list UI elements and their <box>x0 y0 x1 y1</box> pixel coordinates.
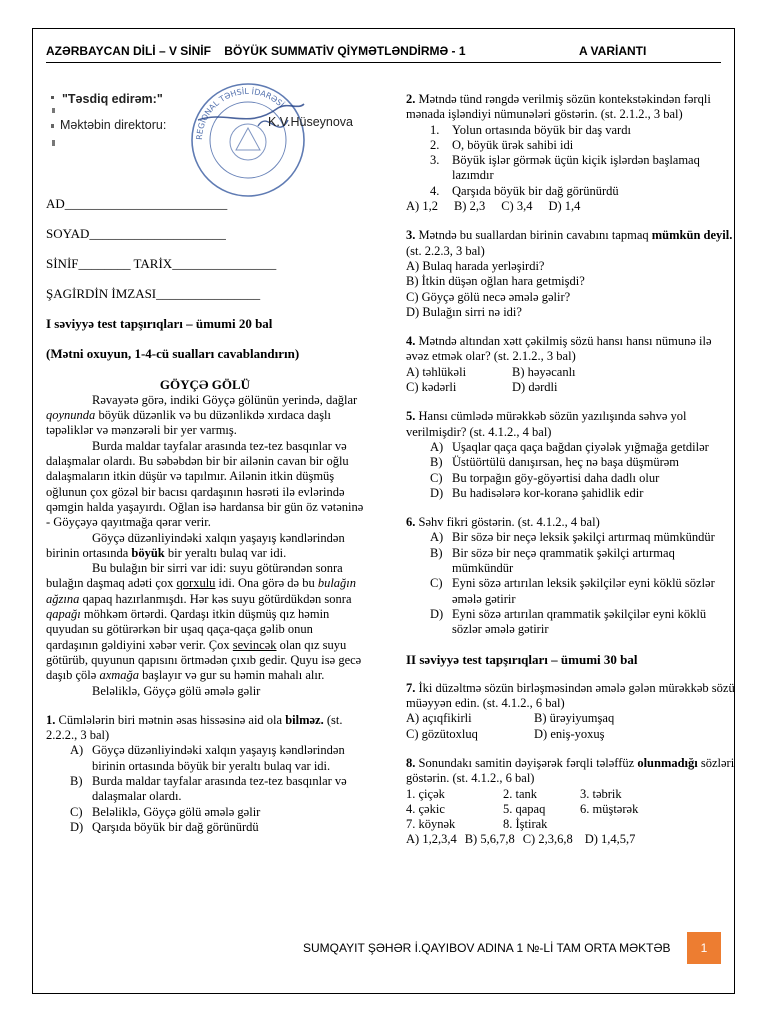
header-variant: A VARİANTI <box>579 44 647 58</box>
q8-words-row-3 <box>406 817 736 832</box>
question-1 <box>46 713 364 835</box>
q8-word-1: 1. çiçək <box>406 786 445 801</box>
q8-word-5: 5. qapaq <box>503 801 546 816</box>
question-1-prompt: 1. Cümlələrin biri mətnin əsas hissəsinə aid ola bilməz. (st. 2.2.2., 3 bal) <box>46 712 343 743</box>
q3-option-d[interactable]: D) Bulağın sirri nə idi? <box>406 304 522 319</box>
q8-answer-b[interactable]: B) 5,6,7,8 <box>464 832 515 847</box>
header-title: AZƏRBAYCAN DİLİ – V SİNİF BÖYÜK SUMMATİV QİYMƏTLƏNDİRMƏ - 1 <box>46 44 466 58</box>
question-2 <box>406 92 736 214</box>
question-3-prompt: 3. Mətndə bu suallardan birinin cavabını tapmaq mümkün deyil. (st. 2.2.3, 3 bal) <box>406 228 733 258</box>
svg-text:REGIONAL TƏHSİL İDARƏSİ <box>195 86 287 140</box>
q2-answer-a[interactable]: A) 1,2 <box>406 199 438 214</box>
q8-word-2: 2. tank <box>503 786 538 801</box>
director-name: K.V.Hüseynova <box>268 115 354 129</box>
student-fields <box>46 196 364 301</box>
scan-marks <box>50 94 58 154</box>
q2-item-4: 4. Qarşıda böyük bir dağ görünürdü <box>430 183 619 198</box>
question-4 <box>406 334 736 395</box>
question-6-prompt: 6. Səhv fikri göstərin. (st. 4.1.2., 4 bal) <box>406 515 600 530</box>
text-paragraph-1: Rəvayətə görə, indiki Göyçə gölünün yerində, dağlar qoynunda böyük düzənlik və bu düzənlikdə xırdaca daşlı təpəliklər və mənzərəli bir yer varmış. <box>46 392 358 438</box>
q1-option-c[interactable]: C) Beləliklə, Göyçə gölü əmələ gəlir <box>70 804 261 819</box>
q7-option-b[interactable]: B) ürəyiyumşaq <box>534 711 615 726</box>
q1-option-a[interactable]: A) Göyçə düzənliyindəki xalqın yaşayış kəndlərindən birinin ortasında böyük bir yeraltı bulaq var idi. <box>70 743 345 773</box>
name-field[interactable]: AD_________________________ <box>46 196 228 211</box>
q2-answer-d[interactable]: D) 1,4 <box>548 199 581 214</box>
q8-word-4: 4. çəkic <box>406 801 445 816</box>
q8-word-7: 7. köynək <box>406 817 456 832</box>
text-paragraph-2: Burda maldar tayfalar arasında tez-tez basqınlar və dalaşmalar olardı. Bu səbəbdən bir bir ailənin cavan bir oğlu dalaşmaların itkin düşür və tapılmır. Ailənin itkin düşmüş oğlunun çox gözəl bir bacısı qardaşının həsrəti ilə evlərində qəmgin halda yaşayırdı. Oğlan isə hardansa bir gün öz vətəninə - Göyçəyə qayıtmağa qərar verir. <box>46 438 364 530</box>
section-2-heading: II səviyyə test tapşırıqları – ümumi 30 bal <box>406 651 638 667</box>
q7-option-a[interactable]: A) açıqfikirli <box>406 711 472 726</box>
q4-option-a[interactable]: A) təhlükəli <box>406 364 467 379</box>
q6-option-d[interactable]: D) Eyni sözə artırılan qrammatik şəkilçilər eyni köklü sözlər əmələ gətirir <box>430 606 707 637</box>
question-7-prompt: 7. İki düzəltmə sözün birləşməsindən əmələ gələn mürəkkəb sözü müəyyən edin. (st. 4.1.2., 6 bal) <box>406 680 735 711</box>
question-8 <box>406 756 736 848</box>
q7-options-row-2 <box>406 727 736 742</box>
class-date-field[interactable]: SİNİF________ TARİX________________ <box>46 256 277 271</box>
text-paragraph-3: Göyçə düzənliyindəki xalqın yaşayış kəndlərindən birinin ortasında böyük bir yeraltı bulaq var idi. <box>46 530 345 560</box>
question-4-prompt: 4. Mətndə altından xətt çəkilmiş sözü hansı hansı nümunə ilə əvəz etmək olar? (st. 2.1.2., 3 bal) <box>406 334 712 364</box>
q4-option-b[interactable]: B) həyəcanlı <box>512 364 576 379</box>
q5-option-a[interactable]: A) Uşaqlar qaça qaça bağdan çiyələk yığmağa getdilər <box>430 439 709 454</box>
q4-option-c[interactable]: C) kədərli <box>406 380 457 395</box>
q8-answer-d[interactable]: D) 1,4,5,7 <box>584 832 636 847</box>
approval-text: "Təsdiq edirəm:" <box>62 92 163 106</box>
q8-answers <box>406 832 736 847</box>
text-paragraph-4: Bu bulağın bir sirri var idi: suyu götürəndən sonra bulağın daşmaq adəti çox qorxulu idi. Ona görə də bu bulağın ağzına qapaq hazırlanmışdı. Hər kəs suyu götürdükdən sonra qapağı möhkəm örtərdi. Qardaşı itkin düşmüş qız həmin quyudan su götürərkən bir uşaq qaça-qaça gəlib onun qardaşının gəldiyini xəbər verir. Çox sevincək olan qız suyu götürüb, quyunun qapısını örtmədən çıxıb gedir. Quyu isə gecə daşıb çölə axmağa başlayır və gur su həmin mahalı alır. <box>46 561 362 683</box>
footer-school: SUMQAYIT ŞƏHƏR İ.QAYIBOV ADINA 1 №-Lİ TAM ORTA MƏKTƏB <box>303 941 671 955</box>
q4-options-row-2 <box>406 380 736 395</box>
q3-option-b[interactable]: B) İtkin düşən oğlan hara getmişdi? <box>406 274 585 289</box>
q4-options-row-1 <box>406 365 736 380</box>
director-label: Məktəbin direktoru: <box>60 118 167 132</box>
question-5 <box>406 409 736 501</box>
q1-option-b[interactable]: B) Burda maldar tayfalar arasında tez-tez basqınlar və dalaşmalar olardı. <box>70 774 347 804</box>
text-title: GÖYÇƏ GÖLÜ <box>159 376 251 392</box>
q4-option-d[interactable]: D) dərdli <box>512 380 558 395</box>
question-5-prompt: 5. Hansı cümlədə mürəkkəb sözün yazılışında səhvə yol verilmişdir? (st. 4.1.2., 4 bal) <box>406 409 687 439</box>
signature-field[interactable]: ŞAGİRDİN İMZASI________________ <box>46 286 261 301</box>
left-column <box>46 88 364 835</box>
q3-option-c[interactable]: C) Göyçə gölü necə əmələ gəlir? <box>406 289 571 304</box>
q2-item-3: 3. Böyük işlər görmək üçün kiçik işlərdən başlamaq lazımdır <box>430 153 700 183</box>
q8-answer-a[interactable]: A) 1,2,3,4 <box>406 832 457 847</box>
q8-words-row-1 <box>406 787 736 802</box>
q8-word-6: 6. müştərək <box>580 801 639 816</box>
q7-option-c[interactable]: C) gözütoxluq <box>406 726 478 741</box>
q7-options-row-1 <box>406 711 736 726</box>
q6-option-c[interactable]: C) Eyni sözə artırılan leksik şəkilçilər eyni köklü sözlər əmələ gətirir <box>430 576 715 606</box>
official-seal-icon <box>188 80 308 200</box>
question-7 <box>406 681 736 742</box>
q8-answer-c[interactable]: C) 2,3,6,8 <box>522 832 573 847</box>
q6-option-a[interactable]: A) Bir sözə bir neçə leksik şəkilçi artırmaq mümkündür <box>430 530 715 545</box>
text-paragraph-5: Beləliklə, Göyçə gölü əmələ gəlir <box>92 683 261 698</box>
q2-answer-c[interactable]: C) 3,4 <box>501 199 533 214</box>
q8-word-8: 8. İştirak <box>503 817 548 832</box>
q2-answer-b[interactable]: B) 2,3 <box>453 199 486 214</box>
q2-item-1: 1. Yolun ortasında böyük bir daş vardı <box>430 122 631 137</box>
question-3 <box>406 228 736 320</box>
page-number: 1 <box>687 932 721 964</box>
q5-option-b[interactable]: B) Üstüörtülü danışırsan, heç nə başa düşmürəm <box>430 455 680 470</box>
q6-option-b[interactable]: B) Bir sözə bir neçə qrammatik şəkilçi artırmaq mümkündür <box>430 545 675 576</box>
section-1-heading: I səviyyə test tapşırıqları – ümumi 20 bal <box>46 316 273 331</box>
right-column <box>406 92 736 848</box>
seal-text: REGIONAL TƏHSİL İDARƏSİ <box>194 86 286 141</box>
q2-item-2: 2. O, böyük ürək sahibi idi <box>430 137 574 152</box>
q1-option-d[interactable]: D) Qarşıda böyük bir dağ görünürdü <box>70 819 259 834</box>
q2-answers <box>406 199 736 214</box>
approval-stamp <box>46 88 364 196</box>
q3-option-a[interactable]: A) Bulaq harada yerləşirdi? <box>406 258 545 273</box>
reading-instruction: (Mətni oxuyun, 1-4-cü sualları cavablandırın) <box>46 346 300 362</box>
question-2-prompt: 2. Mətndə tünd rəngdə verilmiş sözün kontekstəkindən fərqli mənada işləndiyi nümunələri göstərin. (st. 2.1.2., 3 bal) <box>406 92 711 122</box>
surname-field[interactable]: SOYAD_____________________ <box>46 226 226 241</box>
question-6 <box>406 515 736 637</box>
page-header <box>46 44 721 63</box>
q8-words-row-2 <box>406 802 736 817</box>
q5-option-d[interactable]: D) Bu hadisələrə kor-koranə şahidlik edir <box>430 485 644 500</box>
q8-word-3: 3. təbrik <box>580 786 622 801</box>
question-8-prompt: 8. Sonundakı samitin dəyişərək fərqli tələffüz olunmadığı sözləri göstərin. (st. 4.1.2., 6 bal) <box>406 755 735 786</box>
q5-option-c[interactable]: C) Bu torpağın göy-göyərtisi daha dadlı olur <box>430 470 660 485</box>
q7-option-d[interactable]: D) eniş-yoxuş <box>534 726 605 741</box>
